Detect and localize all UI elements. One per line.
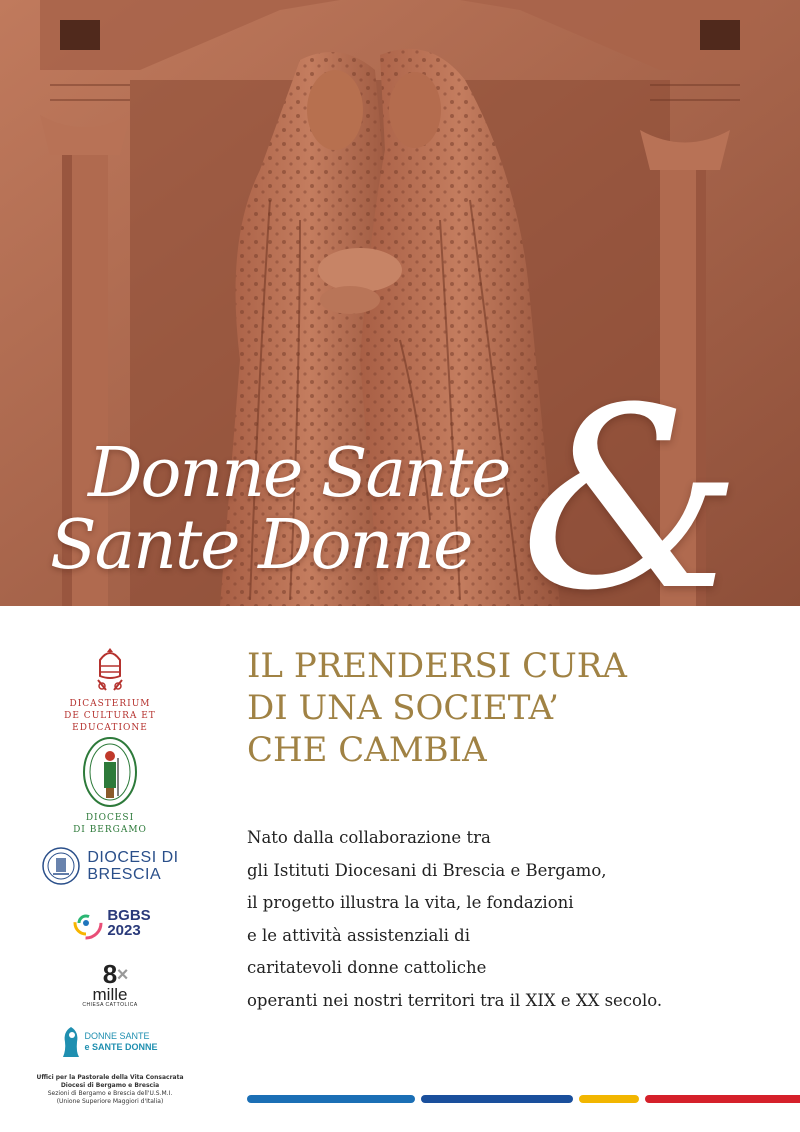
dicasterium-subtitle: DE CULTURA ET EDUCATIONE <box>64 711 156 733</box>
bergamo-name-line-2: DI BERGAMO <box>73 825 147 835</box>
brescia-name-line-1: DIOCESI DI <box>87 849 179 866</box>
headline-line-2: DI UNA SOCIETA’ <box>247 688 559 728</box>
dsd-line-2: e SANTE DONNE <box>84 1042 158 1052</box>
stripe-red <box>645 1095 800 1103</box>
bgbs-year: 2023 <box>107 922 141 939</box>
headline-line-1: IL PRENDERSI CURA <box>247 646 627 686</box>
brescia-name-line-2: BRESCIA <box>87 866 162 883</box>
mille-word: mille <box>92 985 128 1004</box>
stripe-yellow <box>579 1095 639 1103</box>
stripe-blue-light <box>247 1095 415 1103</box>
title-ampersand: & <box>520 354 743 606</box>
otto-per-mille-logo <box>30 959 190 1009</box>
title-line-sante-donne: Sante Donne <box>50 506 472 585</box>
body-line-4: e le attività assistenziali di <box>247 925 470 945</box>
bgbs-2023-logo <box>30 906 190 940</box>
body-line-5: caritatevoli donne cattoliche <box>247 958 487 977</box>
title-line-donne-sante: Donne Sante <box>88 434 510 513</box>
diocesi-brescia-logo <box>30 846 190 886</box>
color-stripes <box>247 1095 800 1103</box>
uffici-line-4: (Unione Superiore Maggiori d'Italia) <box>56 1098 164 1105</box>
veiled-figure-icon <box>62 1026 80 1058</box>
dsd-line-1: DONNE SANTE <box>84 1031 150 1041</box>
mille-subtitle: CHIESA CATTOLICA <box>82 1002 138 1008</box>
uffici-credits <box>30 1074 190 1106</box>
body-line-3: il progetto illustra la vita, le fondazioni <box>247 893 574 912</box>
donne-sante-logo <box>30 1026 190 1058</box>
x-mark-icon: × <box>116 964 129 986</box>
dicasterium-logo <box>30 646 190 734</box>
stripe-blue-dark <box>421 1095 573 1103</box>
headline-line-3: CHE CAMBIA <box>247 730 487 770</box>
mille-number: 8 <box>102 959 118 989</box>
brescia-seal-icon <box>41 846 81 886</box>
bergamo-name-line-1: DIOCESI <box>85 813 135 823</box>
bgbs-spiral-icon <box>69 906 103 940</box>
uffici-line-1: Uffici per la Pastorale della Vita Consacrata <box>36 1074 184 1081</box>
bgbs-name: BGBS <box>107 907 151 924</box>
body-line-2: gli Istituti Diocesani di Brescia e Bergamo, <box>247 860 607 880</box>
headline <box>247 645 787 771</box>
papal-tiara-icon <box>90 646 130 692</box>
description-paragraph <box>247 822 787 1017</box>
body-line-6: operanti nei nostri territori tra il XIX e XX secolo. <box>247 990 663 1010</box>
diocesi-bergamo-logo <box>30 736 190 836</box>
uffici-line-2: Diocesi di Bergamo e Brescia <box>60 1082 160 1089</box>
uffici-line-3: Sezioni di Bergamo e Brescia dell'U.S.M.I. <box>47 1090 173 1097</box>
bergamo-seal-icon <box>82 736 138 808</box>
dicasterium-name: DICASTERIUM <box>69 699 151 709</box>
body-line-1: Nato dalla collaborazione tra <box>247 828 491 847</box>
